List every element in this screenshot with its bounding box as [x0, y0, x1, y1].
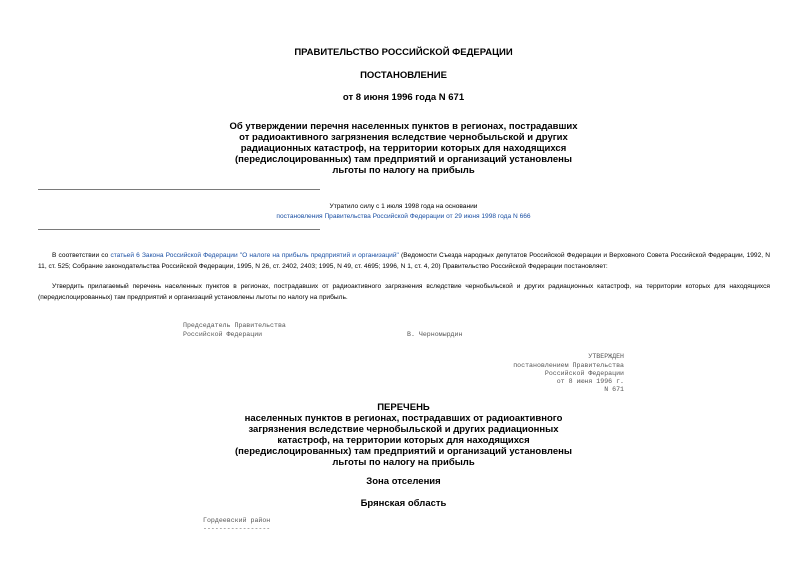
preamble-paragraph	[38, 251, 770, 272]
signatory-position-line2: Российской Федерации	[183, 331, 263, 338]
signatory-position-line1: Председатель Правительства	[183, 322, 286, 329]
divider-bottom	[38, 229, 320, 230]
preamble-prefix: В соответствии со	[52, 252, 111, 259]
approved-line1: постановлением Правительства	[513, 362, 624, 369]
lost-force-link-line	[0, 212, 807, 222]
lost-force-link[interactable]: постановления Правительства Российской Федерации от 29 июня 1998 года N 666	[276, 213, 531, 220]
district-underline: -----------------	[203, 525, 271, 532]
document-type-heading: ПОСТАНОВЛЕНИЕ	[360, 70, 447, 81]
document-title	[0, 121, 807, 176]
preamble-suffix: (Ведомости Съезда народных депутатов Российской Федерации и Верховного Совета Российской Федерации, 1992, N 11, ст. 525; Собрание законодательства Российской Федерации, 1995, N 26, ст. 2402, 2403; 1995, N 49, ст. 4695; 1996, N 1, ст. 4, 20) Правительство Российской Федерации постановляет:	[38, 252, 770, 270]
approved-line2: Российской Федерации	[544, 370, 624, 377]
region-heading: Брянская область	[360, 498, 447, 509]
title-line: (передислоцированных) там предприятий и организаций установлены	[235, 154, 572, 165]
list-subtitle-line: льготы по налогу на прибыль	[332, 457, 475, 468]
list-title: ПЕРЕЧЕНЬ	[377, 402, 430, 413]
approved-line4: N 671	[604, 386, 624, 393]
document-date-number: от 8 июня 1996 года N 671	[342, 92, 465, 103]
list-subtitle-line: катастроф, на территории которых для находящихся	[277, 435, 530, 446]
title-line: Об утверждении перечня населенных пунктов в регионах, пострадавших	[229, 121, 578, 132]
list-subtitle-line: загрязнения вследствие чернобыльской и других радиационных	[248, 424, 559, 435]
approved-line3: от 8 июня 1996 г.	[556, 378, 624, 385]
divider-top	[38, 189, 320, 190]
resolution-paragraph: Утвердить прилагаемый перечень населенных пунктов в регионах, пострадавших от радиоактивного загрязнения вследствие чернобыльской и других радиационных катастроф, на территории которых для находящихся (передислоцированных) там предприятий и организаций установлены льготы по налогу на прибыль.	[38, 283, 770, 301]
lost-force-note: Утратило силу с 1 июля 1998 года на основании	[329, 203, 478, 210]
list-subtitle-line: (передислоцированных) там предприятий и организаций установлены	[235, 446, 572, 457]
law-article-link[interactable]: статьей 6 Закона Российской Федерации "О налоге на прибыль предприятий и организаций"	[110, 252, 399, 259]
list-subtitle-line: населенных пунктов в регионах, пострадавших от радиоактивного	[244, 413, 563, 424]
title-line: льготы по налогу на прибыль	[332, 165, 475, 176]
signatory-name: В. Черномырдин	[407, 331, 463, 338]
title-line: радиационных катастроф, на территории которых для находящихся	[240, 143, 567, 154]
district-name: Гордеевский район	[203, 517, 271, 524]
zone-heading: Зона отселения	[366, 476, 441, 487]
government-heading: ПРАВИТЕЛЬСТВО РОССИЙСКОЙ ФЕДЕРАЦИИ	[294, 47, 513, 58]
approved-label: УТВЕРЖДЕН	[588, 353, 624, 360]
title-line: от радиоактивного загрязнения вследствие чернобыльской и других	[239, 132, 568, 143]
list-subtitle	[0, 413, 807, 468]
